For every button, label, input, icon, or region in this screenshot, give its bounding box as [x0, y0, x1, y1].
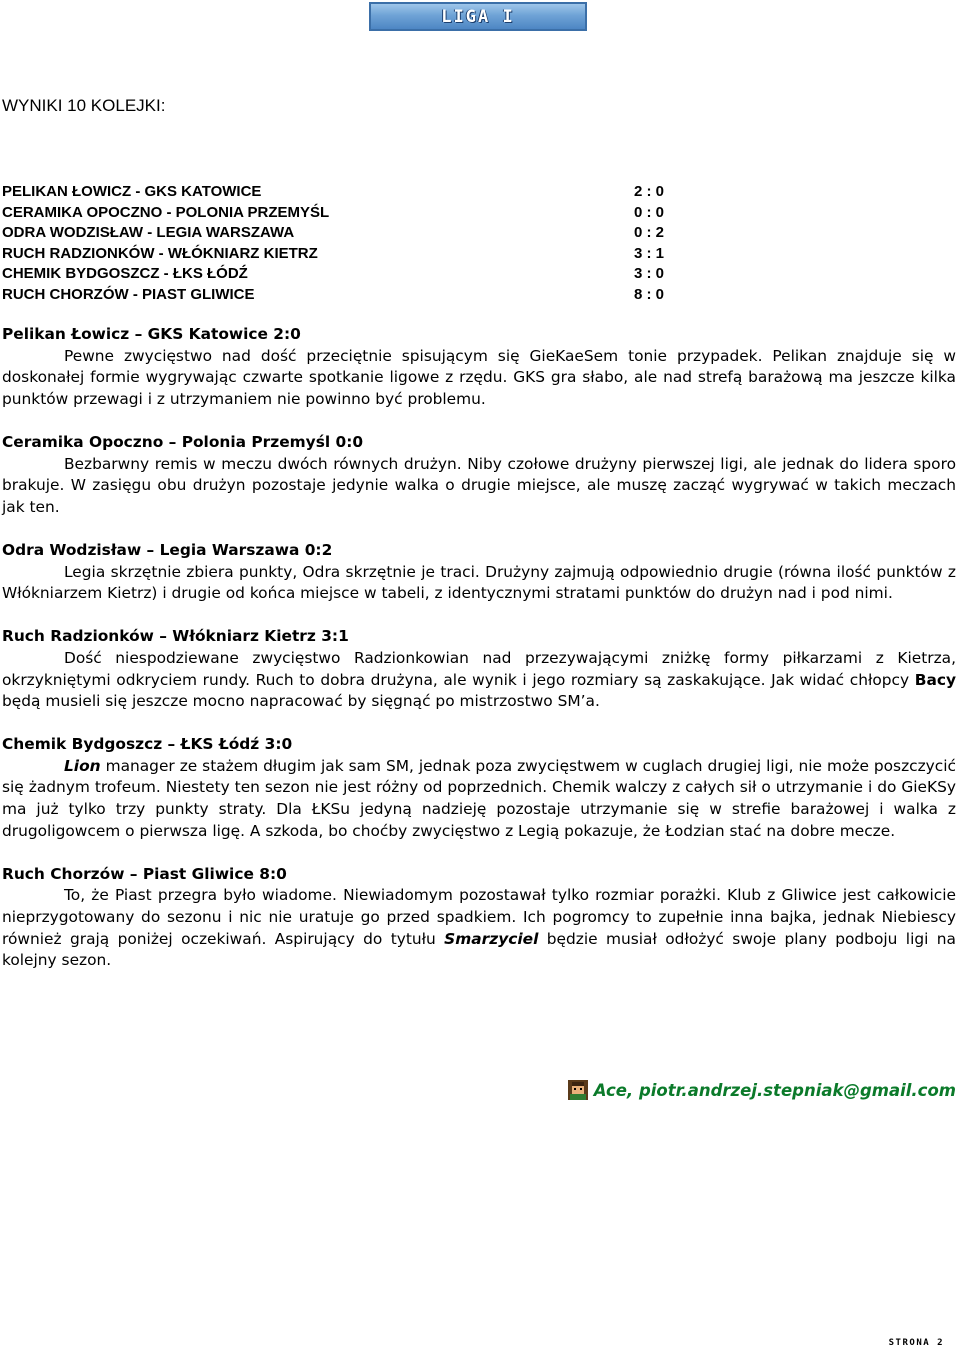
report-text-segment: będzie musiał odłożyć swoje plany podboju ligi na kolejny sezon. — [2, 929, 956, 970]
report-text — [2, 756, 956, 842]
report-text — [2, 648, 956, 713]
result-score: 0 : 2 — [634, 224, 665, 242]
report-text-segment: Pewne zwycięstwo nad dość przeciętnie spisującym się GieKaeSem tonie przypadek. Pelikan znajduje się w doskonałej formie wygrywając czwarte spotkanie ligowe z rzędu. GKS gra słabo, ale nad strefą barażową ma jeszcze kilka punktów przewagi i z utrzymaniem nie powinno być problemu. — [2, 346, 956, 408]
result-score: 0 : 0 — [634, 203, 665, 221]
report-text — [2, 562, 956, 605]
emphasis-text: Lion — [64, 756, 101, 775]
match-report — [2, 626, 956, 712]
report-text — [2, 885, 956, 971]
report-title: Ruch Radzionków – Włókniarz Kietrz 3:1 — [2, 627, 349, 646]
result-match: CERAMIKA OPOCZNO - POLONIA PRZEMYŚL — [2, 203, 330, 221]
author-signature — [568, 1080, 956, 1100]
report-title: Odra Wodzisław – Legia Warszawa 0:2 — [2, 540, 333, 559]
match-report — [2, 734, 956, 842]
match-report — [2, 432, 956, 518]
result-row — [2, 264, 672, 285]
banner-title: LIGA I — [441, 6, 515, 27]
result-score: 3 : 0 — [634, 265, 665, 283]
avatar-icon — [568, 1080, 588, 1100]
result-score: 3 : 1 — [634, 244, 665, 262]
result-row — [2, 203, 672, 224]
report-text-segment: Legia skrzętnie zbiera punkty, Odra skrzętnie je traci. Drużyny zajmują odpowiednio drugie (równa ilość punktów z Włókniarzem Kietrz) i drugie od końca miejsce w tabeli, z identycznymi stratami punktów do drużyn nad i pod nimi. — [2, 562, 956, 603]
liga-banner — [369, 2, 587, 31]
report-title: Ruch Chorzów – Piast Gliwice 8:0 — [2, 864, 287, 883]
result-match: RUCH RADZIONKÓW - WŁÓKNIARZ KIETRZ — [2, 244, 318, 262]
report-text-segment: Dość niespodziewane zwycięstwo Radzionkowian nad przezywającymi zniżkę formy piłkarzami z Kietrza, okrzykniętymi odkryciem rundy. Ruch to dobra drużyna, ale wynik i jego rozmiary są zaskakujące. Jak widać chłopcy — [2, 648, 956, 689]
result-row — [2, 223, 672, 244]
result-row — [2, 285, 672, 306]
page-number: STRONA 2 — [888, 1338, 944, 1348]
page-heading: WYNIKI 10 KOLEJKI: — [2, 96, 166, 115]
report-text-segment: będą musieli się jeszcze mocno napracować by sięgnąć po mistrzostwo SM’a. — [2, 692, 600, 711]
result-score: 8 : 0 — [634, 285, 665, 303]
signature-text[interactable]: Ace, piotr.andrzej.stepniak@gmail.com — [593, 1080, 956, 1100]
report-text-segment: Bezbarwny remis w meczu dwóch równych drużyn. Niby czołowe drużyny pierwszej ligi, ale jednak do lidera sporo brakuje. W zasięgu obu drużyn pozostaje jedynie walka o drugie miejsce, ale muszę zacząć wygrywać w takich meczach jak ten. — [2, 454, 956, 516]
results-table — [2, 182, 672, 306]
result-row — [2, 182, 672, 203]
match-report — [2, 864, 956, 972]
result-match: CHEMIK BYDGOSZCZ - ŁKS ŁÓDŹ — [2, 265, 248, 283]
report-text-segment: To, że Piast przegra było wiadome. Niewiadomym pozostawał tylko rozmiar porażki. Klub z Gliwice jest całkowicie nieprzygotowany do sezonu i nic nie uratuje go przed spadkiem. Ich pogromcy to zupełnie inna bajka, jednak Niebiescy również grają poniżej oczekiwań. Aspirujący do tytułu — [2, 886, 956, 948]
emphasis-text: Bacy — [914, 670, 956, 689]
report-text — [2, 454, 956, 519]
report-text — [2, 346, 956, 411]
match-report — [2, 540, 956, 605]
report-title: Chemik Bydgoszcz – ŁKS Łódź 3:0 — [2, 735, 293, 754]
result-match: RUCH CHORZÓW - PIAST GLIWICE — [2, 285, 255, 303]
emphasis-text: Smarzyciel — [444, 929, 539, 948]
result-match: ODRA WODZISŁAW - LEGIA WARSZAWA — [2, 224, 295, 242]
result-score: 2 : 0 — [634, 183, 665, 200]
result-match: PELIKAN ŁOWICZ - GKS KATOWICE — [2, 183, 262, 200]
result-row — [2, 244, 672, 265]
match-reports — [2, 324, 956, 993]
report-text-segment: manager ze stażem długim jak sam SM, jednak poza zwycięstwem w cuglach drugiej ligi, nie może poszczycić się żadnym trofeum. Niestety ten sezon nie jest różny od poprzednich. Chemik walczy z całych sił o utrzymanie i do GieKSy ma już tylko trzy punkty straty. Dla ŁKSu jedyną nadzieję pozostaje utrzymanie się w strefie barażowej i walka z drugoligowcem o pierwsza ligę. A szkoda, bo choćby zwycięstwo z Legią pokazuje, że Łodzian stać na dobre mecze. — [2, 756, 956, 840]
match-report — [2, 324, 956, 410]
report-title: Ceramika Opoczno – Polonia Przemyśl 0:0 — [2, 432, 364, 451]
report-title: Pelikan Łowicz – GKS Katowice 2:0 — [2, 325, 301, 343]
